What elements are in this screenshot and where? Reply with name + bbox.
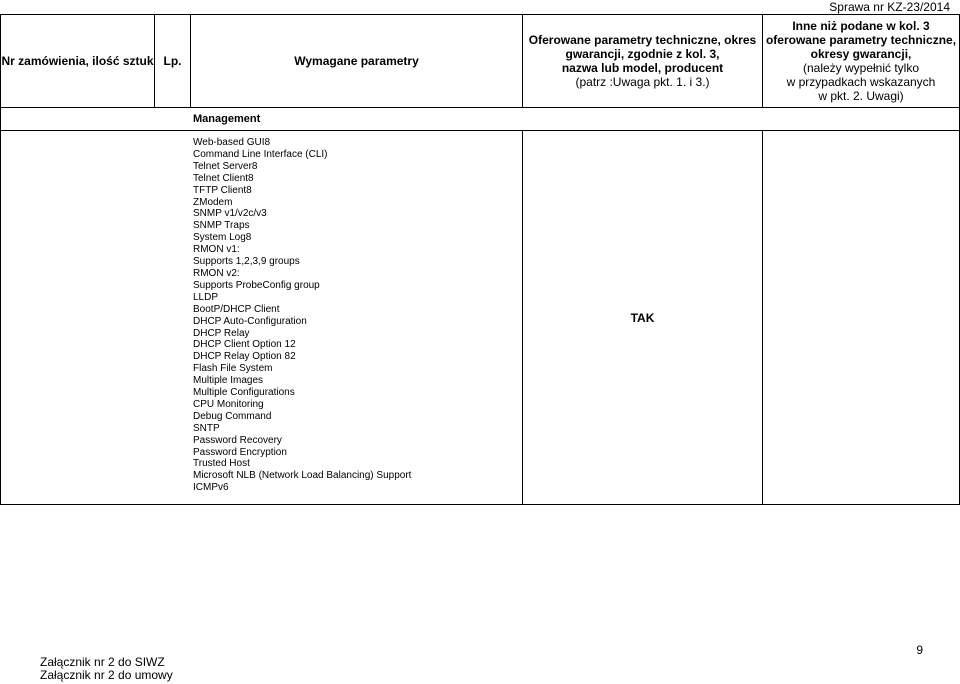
feature-item: ICMPv6 [193, 482, 229, 494]
header-other-note: w pkt. 2. Uwagi) [818, 89, 904, 103]
feature-item: Trusted Host [193, 458, 250, 470]
feature-item: BootP/DHCP Client [193, 303, 280, 315]
feature-item: SNTP [193, 422, 220, 434]
feature-item: DHCP Relay Option 82 [193, 351, 296, 363]
feature-item: CPU Monitoring [193, 398, 264, 410]
header-required-params: Wymagane parametry [191, 15, 523, 108]
section-title: Management [1, 108, 960, 131]
feature-item: LLDP [193, 291, 219, 303]
other-value-empty [763, 131, 960, 505]
feature-item: RMON v1: [193, 244, 240, 256]
features-cell [1, 131, 523, 505]
feature-item: Telnet Client8 [193, 172, 254, 184]
footer-attachment-siwz: Załącznik nr 2 do SIWZ [40, 655, 165, 669]
offer-value: TAK [523, 131, 763, 505]
header-other-line: Inne niż podane w kol. 3 [792, 19, 930, 33]
feature-item: ZModem [193, 196, 233, 208]
feature-item: Multiple Configurations [193, 387, 295, 399]
case-reference: Sprawa nr KZ-23/2014 [829, 0, 950, 14]
header-other-note: (należy wypełnić tylko [802, 61, 920, 75]
header-other-note: w przypadkach wskazanych [786, 75, 936, 89]
feature-item: Supports ProbeConfig group [193, 279, 320, 291]
feature-item: Supports 1,2,3,9 groups [193, 256, 300, 268]
section-title-row [1, 108, 960, 131]
features-row [1, 131, 960, 505]
parameters-table [0, 14, 960, 505]
feature-item: Multiple Images [193, 375, 264, 387]
footer-attachment-contract: Załącznik nr 2 do umowy [40, 668, 173, 682]
header-order-qty: Nr zamówienia, ilość sztuk [1, 15, 155, 108]
feature-item: Telnet Server8 [193, 160, 258, 172]
feature-item: Web-based GUI8 [193, 137, 271, 148]
header-lp: Lp. [155, 15, 191, 108]
feature-item: TFTP Client8 [193, 184, 252, 196]
header-offered-line: Oferowane parametry techniczne, okres [528, 33, 757, 47]
feature-item: Debug Command [193, 410, 272, 422]
feature-item: System Log8 [193, 232, 252, 244]
table-header-row [1, 15, 960, 108]
feature-item: SNMP v1/v2c/v3 [193, 208, 267, 220]
feature-item: SNMP Traps [193, 220, 250, 232]
feature-item: DHCP Auto-Configuration [193, 315, 307, 327]
header-other-line: okresy gwarancji, [810, 47, 912, 61]
footer-attachments [40, 656, 173, 682]
feature-item: Password Recovery [193, 434, 282, 446]
feature-item: RMON v2: [193, 267, 240, 279]
header-offered-line: nazwa lub model, producent [561, 61, 724, 75]
header-offered-line: gwarancji, zgodnie z kol. 3, [565, 47, 720, 61]
feature-item: Command Line Interface (CLI) [193, 148, 328, 160]
header-offered-note: (patrz :Uwaga pkt. 1. i 3.) [575, 75, 710, 89]
feature-list [193, 137, 522, 494]
page-number: 9 [916, 643, 923, 657]
feature-item: Flash File System [193, 363, 273, 375]
header-other-params [763, 15, 960, 108]
feature-item: DHCP Client Option 12 [193, 339, 296, 351]
feature-item: Microsoft NLB (Network Load Balancing) Support [193, 470, 412, 482]
header-offered-params [523, 15, 763, 108]
feature-item: DHCP Relay [193, 327, 250, 339]
feature-item: Password Encryption [193, 446, 287, 458]
header-other-line: oferowane parametry techniczne, [765, 33, 957, 47]
